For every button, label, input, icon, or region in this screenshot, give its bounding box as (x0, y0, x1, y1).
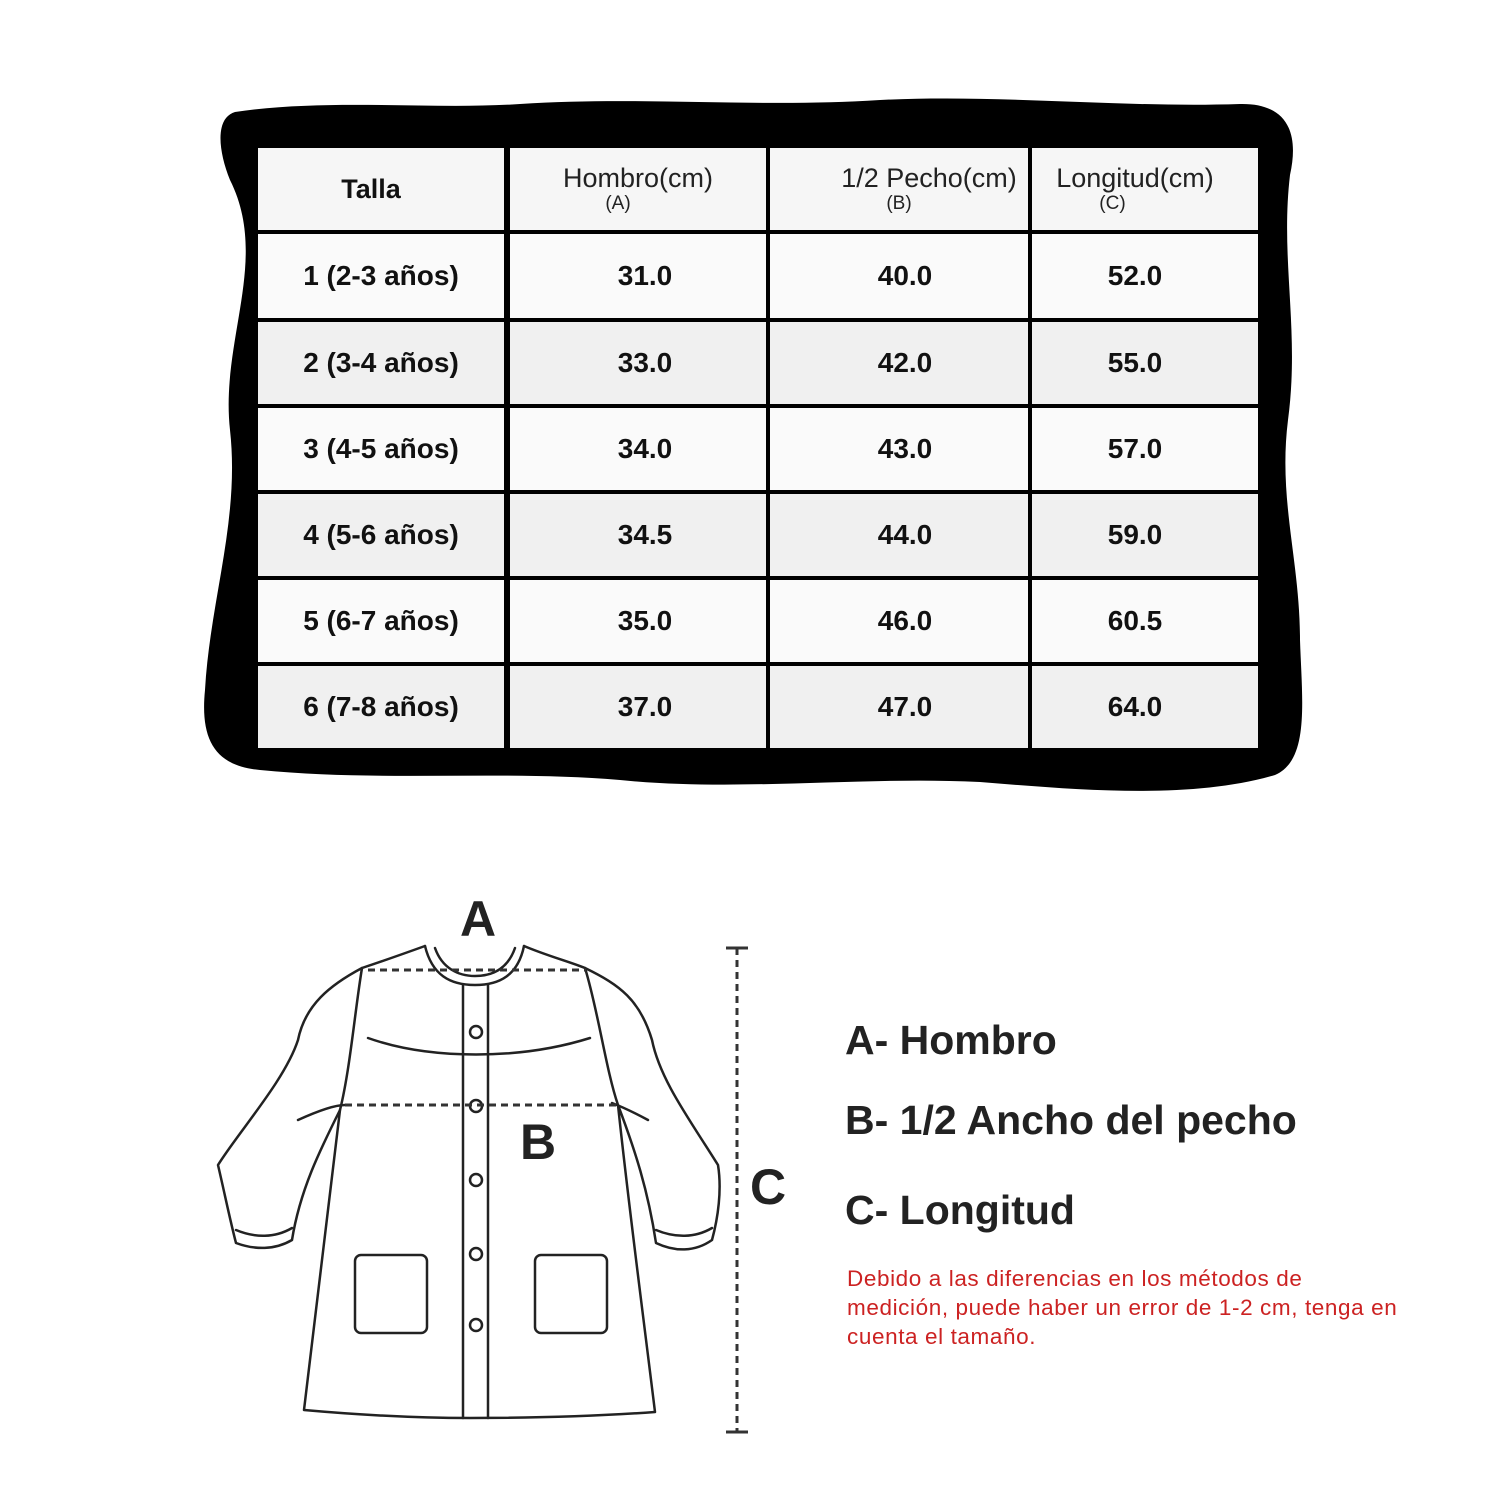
header-hombro-sub: (A) (605, 193, 631, 214)
pecho-value: 47.0 (877, 691, 933, 722)
measurement-note: Debido a las diferencias en los métodos de medición, puede haber un error de 1-2 cm, tenga en cuenta el tamaño. (847, 1266, 1398, 1349)
size-label: 3 (4-5 años) (303, 433, 459, 464)
pecho-value: 40.0 (877, 260, 933, 291)
legend-c: C- Longitud (845, 1187, 1075, 1233)
left-pocket (355, 1255, 427, 1333)
hombro-value: 35.0 (617, 605, 673, 636)
label-a: A (460, 891, 497, 947)
pecho-value: 42.0 (877, 347, 933, 378)
hombro-value: 34.0 (617, 433, 673, 464)
label-c: C (750, 1159, 787, 1215)
hombro-value: 34.5 (617, 519, 673, 550)
longitud-value: 57.0 (1107, 433, 1163, 464)
legend-b: B- 1/2 Ancho del pecho (845, 1097, 1297, 1143)
right-pocket (535, 1255, 607, 1333)
right-sleeve-seam (585, 968, 618, 1105)
size-label: 2 (3-4 años) (303, 347, 459, 378)
smock-outline (218, 946, 720, 1418)
header-hombro-label: Hombro(cm) (562, 163, 713, 193)
longitud-value: 52.0 (1107, 260, 1163, 291)
header-pecho-label: 1/2 Pecho(cm) (841, 163, 1017, 193)
hombro-value: 31.0 (617, 260, 673, 291)
label-b: B (520, 1114, 557, 1170)
header-longitud-sub: (C) (1099, 193, 1126, 214)
buttons (470, 1026, 482, 1331)
longitud-value: 59.0 (1107, 519, 1163, 550)
collar-inner (435, 948, 515, 976)
collar (425, 946, 524, 985)
pecho-value: 44.0 (877, 519, 933, 550)
right-raglan (612, 1103, 648, 1120)
size-label: 6 (7-8 años) (303, 691, 459, 722)
size-label: 1 (2-3 años) (303, 260, 459, 291)
legend-a: A- Hombro (845, 1017, 1057, 1063)
pecho-value: 46.0 (877, 605, 933, 636)
longitud-value: 55.0 (1107, 347, 1163, 378)
longitud-value: 64.0 (1107, 691, 1163, 722)
size-label: 5 (6-7 años) (303, 605, 459, 636)
left-sleeve-seam (340, 968, 362, 1110)
size-label: 4 (5-6 años) (303, 519, 459, 550)
yoke-line (368, 1038, 590, 1055)
hombro-value: 33.0 (617, 347, 673, 378)
pecho-value: 43.0 (877, 433, 933, 464)
header-pecho-sub: (B) (886, 193, 912, 214)
hombro-value: 37.0 (617, 691, 673, 722)
longitud-value: 60.5 (1107, 605, 1163, 636)
header-longitud-label: Longitud(cm) (1056, 163, 1214, 193)
header-talla-label: Talla (341, 173, 401, 204)
